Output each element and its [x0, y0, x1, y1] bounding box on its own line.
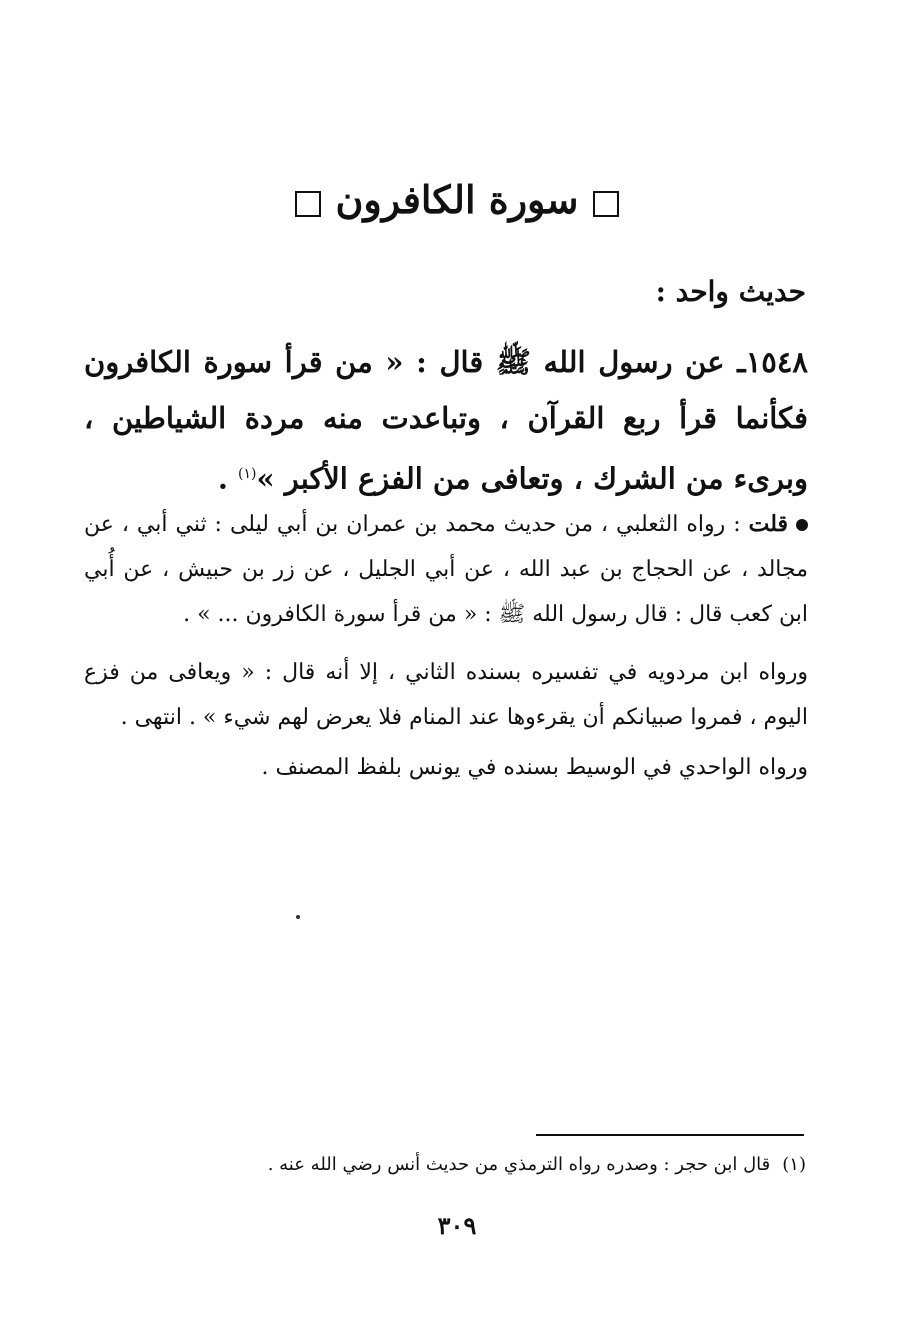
footnote: [86, 1150, 806, 1180]
footnote-divider: [536, 1134, 804, 1136]
commentary-paragraph-1: [84, 502, 808, 637]
footnote-number: (١): [782, 1154, 806, 1175]
section-subheading: حديث واحد :: [655, 275, 806, 308]
hadith-end-punctuation: .: [217, 461, 239, 496]
title-box-right: [593, 191, 619, 217]
bullet-icon: [796, 519, 808, 531]
footnote-text: قال ابن حجر : وصدره رواه الترمذي من حديث أنس رضي الله عنه .: [267, 1154, 771, 1175]
surah-title-row: [0, 172, 914, 228]
page-number: ٣٠٩: [437, 1211, 477, 1240]
commentary-text-1: : رواه الثعلبي ، من حديث محمد بن عمران بن أبي ليلى : ثني أبي ، عن مجالد ، عن الحجاج بن عبد الله ، عن أبي الجليل ، عن زر بن حبيش ، عن أُبي ابن كعب قال : قال رسول الله ﷺ : « من قرأ سورة الكافرون ... » .: [84, 512, 808, 627]
hadith-text-block: [84, 334, 808, 507]
commentary-paragraph-2: ورواه ابن مردويه في تفسيره بسنده الثاني ، إلا أنه قال : « ويعافى من فزع اليوم ، فمروا صبيانكم أن يقرءوها عند المنام فلا يعرض لهم شيء » . انتهى .: [84, 660, 808, 730]
commentary-paragraph-3: ورواه الواحدي في الوسيط بسنده في يونس بلفظ المصنف .: [261, 755, 808, 780]
ink-speck: [296, 915, 300, 919]
footnote-reference: (١): [238, 466, 257, 482]
commentary-label: قلت: [748, 511, 788, 537]
surah-title: سورة الكافرون: [335, 177, 579, 222]
title-box-left: [295, 191, 321, 217]
hadith-text: ١٥٤٨ـ عن رسول الله ﷺ قال : « من قرأ سورة الكافرون فكأنما قرأ ربع القرآن ، وتباعدت منه مردة الشياطين ، وبرىء من الشرك ، وتعافى من الفزع الأكبر »: [84, 345, 808, 496]
